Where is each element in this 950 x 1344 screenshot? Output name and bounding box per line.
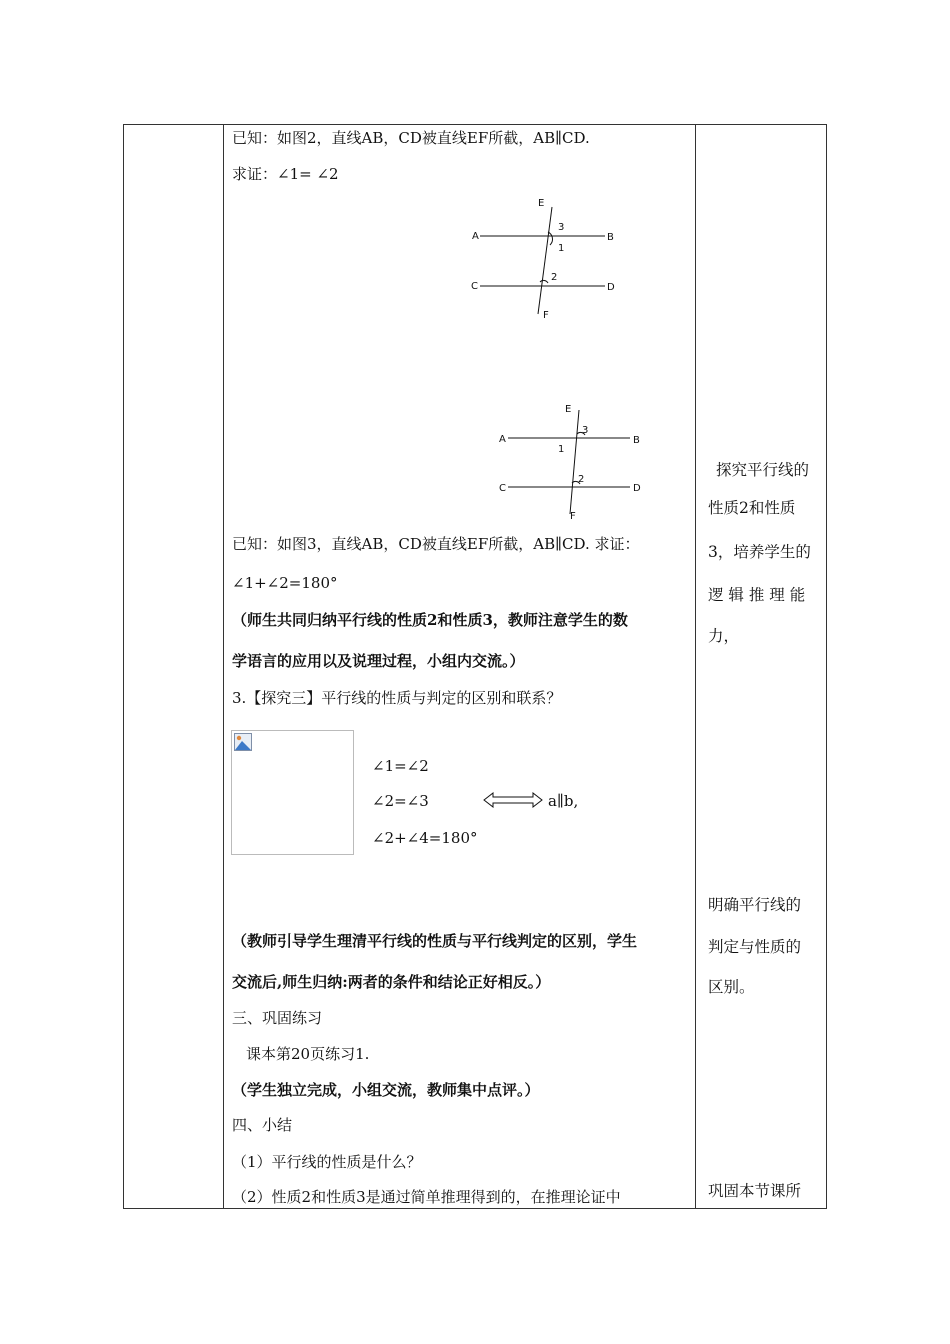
column-divider — [223, 125, 224, 1208]
label-B: B — [607, 232, 614, 243]
teacher-note-2: （教师引导学生理清平行线的性质与平行线判定的区别，学生 — [232, 932, 638, 950]
prove-text-fig2: 求证：∠1= ∠2 — [232, 165, 339, 183]
label-F: F — [570, 511, 576, 522]
summary-question-2: （2）性质2和性质3是通过简单推理得到的，在推理论证中 — [232, 1188, 621, 1206]
label-angle-3: 3 — [558, 222, 565, 233]
label-E: E — [565, 404, 572, 415]
summary-question-1: （1）平行线的性质是什么？ — [232, 1153, 422, 1171]
teacher-note-1-cont: 学语言的应用以及说理过程，小组内交流。） — [232, 652, 525, 670]
teacher-note-3: （学生独立完成，小组交流，教师集中点评。） — [232, 1081, 540, 1099]
double-arrow-icon — [483, 792, 543, 808]
label-angle-1: 1 — [558, 444, 565, 455]
label-angle-2: 2 — [578, 474, 585, 485]
design-intent-line: 逻 辑 推 理 能 — [708, 586, 806, 604]
label-C: C — [471, 281, 478, 292]
design-intent-line: 巩固本节课所 — [708, 1182, 802, 1200]
design-intent-line: 性质2和性质 — [708, 499, 796, 517]
design-intent-line: 3，培养学生的 — [708, 543, 811, 561]
exercise-text: 课本第20页练习1. — [246, 1045, 370, 1063]
missing-image-placeholder — [231, 730, 354, 855]
design-intent-line: 判定与性质的 — [708, 938, 802, 956]
design-intent-line: 探究平行线的 — [716, 461, 810, 479]
section-4-heading: 四、小结 — [232, 1116, 293, 1134]
design-intent-line: 明确平行线的 — [708, 896, 802, 914]
design-intent-line: 力， — [708, 627, 740, 645]
label-E: E — [538, 198, 545, 209]
label-D: D — [633, 483, 641, 494]
label-D: D — [607, 282, 615, 293]
formula-angle2-eq-angle3: ∠2=∠3 — [372, 792, 429, 810]
label-F: F — [543, 310, 549, 321]
broken-image-icon — [234, 733, 252, 751]
label-angle-2: 2 — [551, 272, 558, 283]
explore-3-heading: 3.【探究三】平行线的性质与判定的区别和联系？ — [232, 689, 562, 707]
label-angle-1: 1 — [558, 243, 565, 254]
figure-2 — [460, 192, 630, 324]
formula-angle-sum: ∠2+∠4=180° — [372, 829, 478, 847]
section-3-heading: 三、巩固练习 — [232, 1009, 323, 1027]
label-C: C — [499, 483, 506, 494]
label-A: A — [499, 434, 506, 445]
teacher-note-2-cont: 交流后,师生归纳:两者的条件和结论正好相反。） — [232, 973, 551, 991]
label-angle-3: 3 — [582, 425, 589, 436]
teacher-note-1: （师生共同归纳平行线的性质2和性质3，教师注意学生的数 — [232, 611, 628, 629]
figure-3 — [490, 398, 660, 524]
column-divider — [695, 125, 696, 1208]
prove-text-fig3: ∠1+∠2=180° — [232, 574, 338, 592]
given-text-fig2: 已知：如图2，直线AB，CD被直线EF所截，AB∥CD. — [232, 129, 590, 147]
design-intent-line: 区别。 — [708, 978, 755, 996]
formula-angle1-eq-angle2: ∠1=∠2 — [372, 757, 429, 775]
formula-result: a∥b, — [548, 792, 579, 810]
label-A: A — [472, 231, 479, 242]
given-text-fig3: 已知：如图3，直线AB，CD被直线EF所截，AB∥CD. 求证： — [232, 535, 640, 553]
label-B: B — [633, 435, 640, 446]
